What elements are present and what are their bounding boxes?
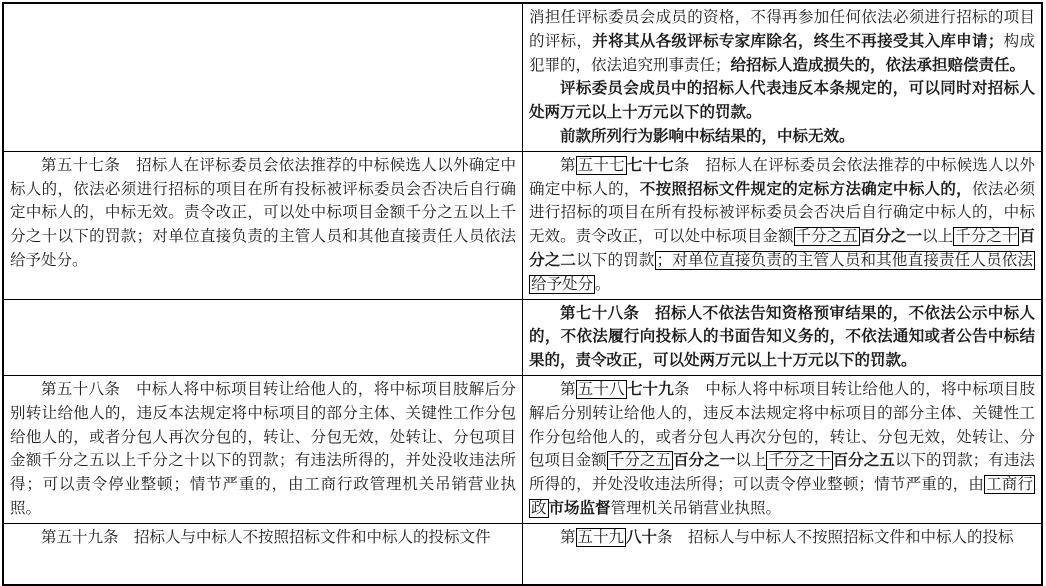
text-run: 条 招标人与中标人不按照招标文件和中标人的投标 (657, 528, 1014, 546)
text-run: 依法必须进行招标的项目在所有投标被评标委员会否决后自行确定中标人的，中标无效。责令改正，可以处中标项目金额 (529, 180, 1035, 246)
text-run: 第五十八条 中标人将中标项目转让给他人的，将中标项目肢解后分别转让给他人的，违反本法规定将中标项目的部分主体、关键性工作分包给他人的，或者分包人再次分包的，转让、分包无效，处转让、分包项目金额千分之五以上千分之十以下的罚款；有违法所得的，并处没收违法所得；可以责令停业整顿；情节严重的，由工商行政管理机关吊销营业执照。 (10, 380, 516, 517)
text-run: 以上 (735, 452, 767, 470)
added-text: 评标委员会成员中的招标人代表违反本条规定的，可以同时对招标人处两万元以上十万元以下的罚款。 (529, 80, 1035, 122)
text-run: 第 (560, 380, 576, 398)
paragraph (529, 302, 1035, 373)
table-row (3, 523, 1042, 585)
text-run: 条 中标人将中标项目转让给他人的，将中标项目肢解后分别转让给他人的，违反本法规定将中标项目的部分主体、关键性工作分包给他人的，或者分包人再次分包的，转让、分包无效，处转让、分包项目金额 (529, 380, 1035, 470)
text-run: 以下的罚款 (576, 251, 655, 269)
deleted-text: 千分之五 (795, 228, 858, 246)
revised-text-cell (523, 375, 1043, 523)
deleted-text: 千分之五 (608, 452, 672, 470)
deleted-text: 千分之十 (768, 452, 831, 470)
deleted-text: 千分之十 (955, 228, 1018, 246)
paragraph (529, 154, 1035, 297)
text-run: 管理机关吊销营业执照。 (610, 499, 782, 517)
deleted-text: ；对单位直接负责的主管人员和其他直接责任人员依法给予处分 (531, 251, 1033, 293)
text-run: 构成犯罪的，依法追究刑事责任； (529, 32, 1035, 74)
deleted-text: 五十七 (577, 156, 625, 174)
paragraph (529, 6, 1035, 77)
table-row (3, 3, 1042, 151)
added-text: 前款所列行为影响中标结果的，中标无效。 (560, 127, 855, 145)
added-text: 七十九 (626, 380, 674, 398)
revised-text-cell (523, 3, 1043, 151)
comparison-table (2, 2, 1043, 586)
table-row (3, 151, 1042, 299)
text-run: 以下的罚款；有违法所得的，并处没收违法所得；可以责令停业整顿；情节严重的，由 (529, 452, 1035, 494)
added-text: 八十 (626, 528, 658, 546)
original-text-cell (3, 523, 523, 585)
table-row (3, 375, 1042, 523)
added-text: 并将其从各级评标专家库除名，终生不再接受其入库申请； (592, 32, 1004, 50)
text-run: 以上 (922, 228, 954, 246)
deleted-text: 工商行政 (531, 476, 1033, 517)
text-run: 第 (560, 156, 576, 174)
paragraph (529, 77, 1035, 125)
paragraph (10, 378, 516, 521)
original-text-cell (3, 375, 523, 523)
revised-text-cell (523, 299, 1043, 375)
law-comparison-document (0, 2, 1046, 545)
paragraph (10, 154, 516, 273)
text-run: 。 (595, 275, 611, 293)
paragraph (10, 526, 516, 550)
text-run: 条 招标人在评标委员会依法推荐的中标候选人以外确定中标人的， (529, 156, 1035, 198)
deleted-text: 五十八 (577, 380, 625, 398)
paragraph (529, 526, 1035, 550)
paragraph (529, 378, 1035, 521)
added-text: 百分之五 (832, 452, 895, 470)
added-text: 百分之一 (859, 228, 923, 246)
original-text-cell (3, 151, 523, 299)
original-text-cell (3, 3, 523, 151)
added-text: 不按照招标文件规定的定标方法确定中标人的， (639, 180, 972, 198)
revised-text-cell (523, 151, 1043, 299)
table-row (3, 299, 1042, 375)
revised-text-cell (523, 523, 1043, 585)
added-text: 给招标人造成损失的，依法承担赔偿责任。 (730, 56, 1026, 74)
added-text: 第七十八条 招标人不依法告知资格预审结果的，不依法公示中标人的，不依法履行向投标人的书面告知义务的，不依法通知或者公告中标结果的，责令改正，可以处两万元以上十万元以下的罚款。 (529, 304, 1035, 370)
text-run: 第 (560, 528, 576, 546)
added-text: 百分之二 (529, 228, 1035, 269)
text-run: 第五十九条 招标人与中标人不按照招标文件和中标人的投标文件 (41, 528, 491, 546)
added-text: 市场监督 (548, 499, 611, 517)
text-run: 第五十七条 招标人在评标委员会依法推荐的中标候选人以外确定中标人的，依法必须进行招标的项目在所有投标被评标委员会否决后自行确定中标人的，中标无效。责令改正，可以处中标项目金额千分之五以上千分之十以下的罚款；对单位直接负责的主管人员和其他直接责任人员依法给予处分。 (10, 156, 516, 269)
deleted-text: 五十九 (577, 528, 625, 546)
added-text: 百分之一 (673, 452, 736, 470)
original-text-cell (3, 299, 523, 375)
added-text: 七十七 (626, 156, 674, 174)
paragraph (529, 125, 1035, 149)
text-run: 消担任评标委员会成员的资格，不得再参加任何依法必须进行招标的项目的评标， (529, 9, 1035, 50)
